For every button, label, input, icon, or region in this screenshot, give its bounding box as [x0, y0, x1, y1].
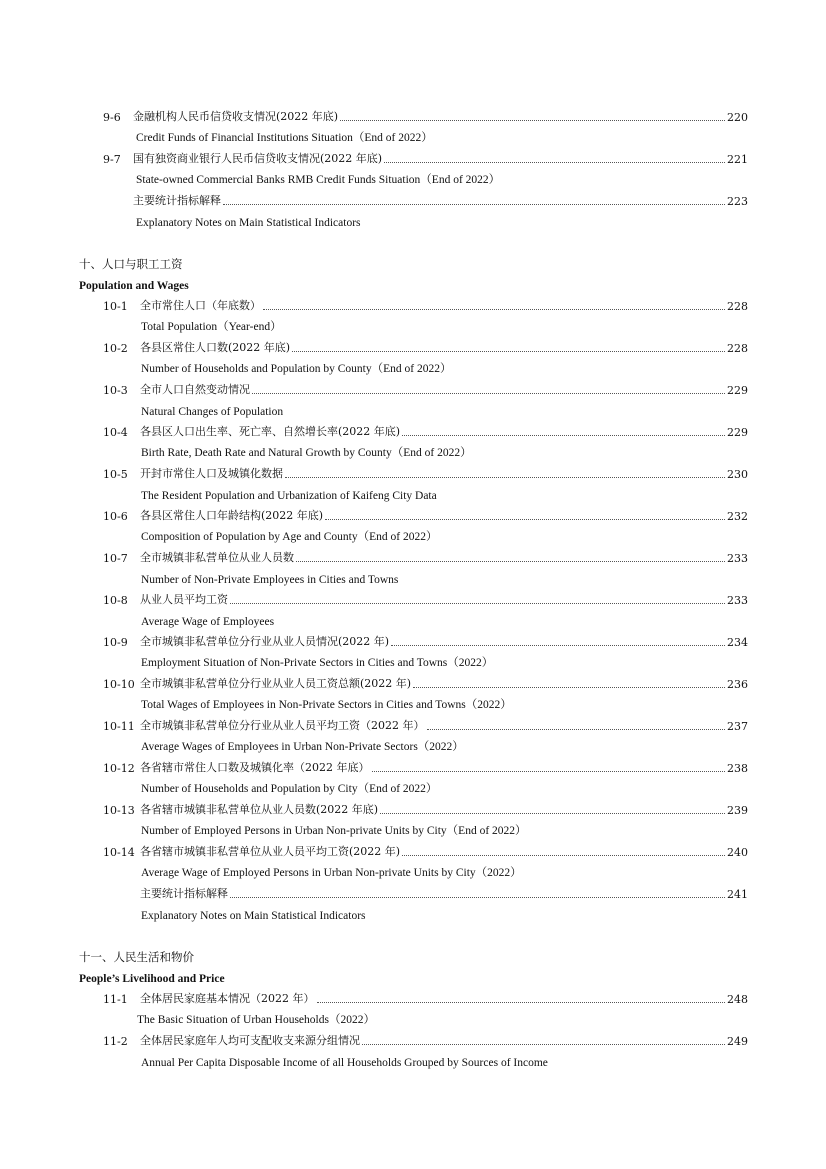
leader-dots [384, 161, 725, 163]
toc-entry[interactable] [0, 145, 826, 166]
toc-entry[interactable] [0, 376, 826, 397]
leader-dots [296, 560, 725, 562]
entry-title-en: Birth Rate, Death Rate and Natural Growth by County（End of 2022） [141, 447, 472, 459]
entry-page: 239 [727, 804, 748, 817]
entry-page: 233 [727, 594, 748, 607]
entry-title-cn: 各县区常住人口年龄结构(2022 年底) [140, 509, 324, 522]
toc-entry[interactable] [0, 754, 826, 775]
entry-title-en: The Basic Situation of Urban Households（2022） [137, 1014, 375, 1026]
leader-dots [252, 392, 725, 394]
entry-page: 240 [727, 846, 748, 859]
entry-title-en: Total Wages of Employees in Non-Private Sectors in Cities and Towns（2022） [141, 699, 512, 711]
entry-title-en: Average Wages of Employees in Urban Non-Private Sectors（2022） [141, 741, 464, 753]
entry-page: 248 [727, 993, 748, 1006]
entry-title-en: Number of Households and Population by City（End of 2022） [141, 783, 438, 795]
toc-entry[interactable] [0, 586, 826, 607]
entry-title-en: Composition of Population by Age and County（End of 2022） [141, 531, 438, 543]
entry-title-cn: 各县区常住人口数(2022 年底) [140, 341, 291, 354]
entry-title-cn: 从业人员平均工资 [140, 593, 228, 606]
leader-dots [391, 644, 725, 646]
toc-entry[interactable] [0, 418, 826, 439]
toc-entry[interactable] [0, 1027, 826, 1048]
entry-title-en: Total Population（Year-end） [141, 321, 282, 333]
leader-dots [230, 896, 725, 898]
entry-title-en: Number of Employed Persons in Urban Non-private Units by City（End of 2022） [141, 825, 527, 837]
entry-number: 10-9 [103, 636, 128, 649]
entry-title-cn: 主要统计指标解释 [140, 887, 228, 900]
entry-title-cn: 全体居民家庭基本情况（2022 年） [140, 992, 315, 1005]
section-10-list [0, 292, 826, 922]
leader-dots [263, 308, 725, 310]
toc-entry[interactable] [0, 985, 826, 1006]
leader-dots [402, 854, 725, 856]
entry-page: 228 [727, 300, 748, 313]
leader-dots [285, 476, 725, 478]
entry-page: 233 [727, 552, 748, 565]
entry-number: 10-8 [103, 594, 128, 607]
entry-page: 249 [727, 1035, 748, 1048]
entry-page: 223 [727, 195, 748, 208]
section-11-list [0, 985, 826, 1069]
toc-entry[interactable] [0, 460, 826, 481]
entry-title-cn: 开封市常住人口及城镇化数据 [140, 467, 283, 480]
entry-title-en: Credit Funds of Financial Institutions Situation（End of 2022） [136, 132, 433, 144]
entry-number: 10-4 [103, 426, 128, 439]
entry-title-cn: 各县区人口出生率、死亡率、自然增长率(2022 年底) [140, 425, 401, 438]
entry-number: 10-7 [103, 552, 128, 565]
entry-number: 10-13 [103, 804, 135, 817]
toc-entry[interactable] [0, 334, 826, 355]
leader-dots [230, 602, 725, 604]
entry-page: 229 [727, 384, 748, 397]
entry-title-cn: 全市城镇非私营单位分行业从业人员情况(2022 年) [140, 635, 390, 648]
toc-entry[interactable] [0, 880, 826, 901]
entry-title-en: Average Wage of Employed Persons in Urban Non-private Units by City（2022） [141, 867, 522, 879]
entry-title-en: Number of Non-Private Employees in Cities and Towns [141, 574, 399, 586]
section-11-title-cn: 十一、人民生活和物价 [79, 950, 194, 964]
toc-entry[interactable] [0, 502, 826, 523]
entry-number: 10-5 [103, 468, 128, 481]
entry-title-cn: 全市人口自然变动情况 [140, 383, 250, 396]
entry-page: 221 [727, 153, 748, 166]
entry-number: 10-10 [103, 678, 135, 691]
entry-title-cn: 全市常住人口（年底数） [140, 299, 261, 312]
entry-title-cn: 国有独资商业银行人民币信贷收支情况(2022 年底) [133, 152, 383, 165]
section-11-title-en: People’s Livelihood and Price [79, 973, 225, 985]
entry-title-en: Number of Households and Population by County（End of 2022） [141, 363, 452, 375]
toc-entry[interactable] [0, 796, 826, 817]
entry-title-en: State-owned Commercial Banks RMB Credit Funds Situation（End of 2022） [136, 174, 501, 186]
entry-page: 236 [727, 678, 748, 691]
toc-entry[interactable] [0, 838, 826, 859]
section-10-title-en: Population and Wages [79, 280, 189, 292]
leader-dots [317, 1001, 726, 1003]
entry-title-en: Average Wage of Employees [141, 616, 275, 628]
leader-dots [362, 1043, 725, 1045]
entry-number: 9-7 [103, 153, 121, 166]
section-9-tail [0, 103, 826, 229]
entry-title-en: Natural Changes of Population [141, 406, 284, 418]
entry-title-en: Employment Situation of Non-Private Sectors in Cities and Towns（2022） [141, 657, 494, 669]
entry-title-cn: 全市城镇非私营单位从业人员数 [140, 551, 294, 564]
toc-entry[interactable] [0, 187, 826, 208]
entry-number: 10-2 [103, 342, 128, 355]
leader-dots [427, 728, 726, 730]
entry-page: 228 [727, 342, 748, 355]
leader-dots [325, 518, 725, 520]
entry-title-cn: 各省辖市城镇非私营单位从业人员平均工资(2022 年) [140, 845, 401, 858]
entry-number: 11-2 [103, 1035, 128, 1048]
toc-entry[interactable] [0, 670, 826, 691]
entry-page: 229 [727, 426, 748, 439]
entry-page: 230 [727, 468, 748, 481]
section-10-title-cn: 十、人口与职工工资 [79, 257, 183, 271]
entry-title-en: Explanatory Notes on Main Statistical Indicators [141, 910, 366, 922]
entry-page: 238 [727, 762, 748, 775]
entry-page: 237 [727, 720, 748, 733]
entry-title-cn: 金融机构人民币信贷收支情况(2022 年底) [133, 110, 339, 123]
entry-title-en: The Resident Population and Urbanization of Kaifeng City Data [141, 490, 437, 502]
entry-title-en: Annual Per Capita Disposable Income of all Households Grouped by Sources of Income [141, 1057, 548, 1069]
toc-entry[interactable] [0, 544, 826, 565]
entry-number: 11-1 [103, 993, 128, 1006]
entry-title-cn: 全体居民家庭年人均可支配收支来源分组情况 [140, 1034, 360, 1047]
entry-title-cn: 各省辖市城镇非私营单位从业人员数(2022 年底) [140, 803, 379, 816]
toc-entry[interactable] [0, 103, 826, 124]
leader-dots [292, 350, 725, 352]
toc-entry[interactable] [0, 628, 826, 649]
leader-dots [380, 812, 725, 814]
leader-dots [413, 686, 725, 688]
entry-title-en: Explanatory Notes on Main Statistical Indicators [136, 217, 361, 229]
toc-entry[interactable] [0, 292, 826, 313]
entry-number: 10-14 [103, 846, 135, 859]
entry-title-cn: 全市城镇非私营单位分行业从业人员平均工资（2022 年） [140, 719, 425, 732]
leader-dots [340, 119, 725, 121]
entry-title-cn: 主要统计指标解释 [133, 194, 221, 207]
entry-title-cn: 各省辖市常住人口数及城镇化率（2022 年底） [140, 761, 370, 774]
entry-number: 10-11 [103, 720, 135, 733]
entry-number: 10-6 [103, 510, 128, 523]
leader-dots [223, 203, 725, 205]
entry-page: 220 [727, 111, 748, 124]
toc-entry[interactable] [0, 712, 826, 733]
entry-page: 232 [727, 510, 748, 523]
entry-number: 10-1 [103, 300, 128, 313]
entry-title-cn: 全市城镇非私营单位分行业从业人员工资总额(2022 年) [140, 677, 412, 690]
entry-page: 234 [727, 636, 748, 649]
entry-number: 9-6 [103, 111, 121, 124]
leader-dots [402, 434, 725, 436]
leader-dots [372, 770, 726, 772]
entry-number: 10-12 [103, 762, 135, 775]
entry-page: 241 [727, 888, 748, 901]
entry-number: 10-3 [103, 384, 128, 397]
